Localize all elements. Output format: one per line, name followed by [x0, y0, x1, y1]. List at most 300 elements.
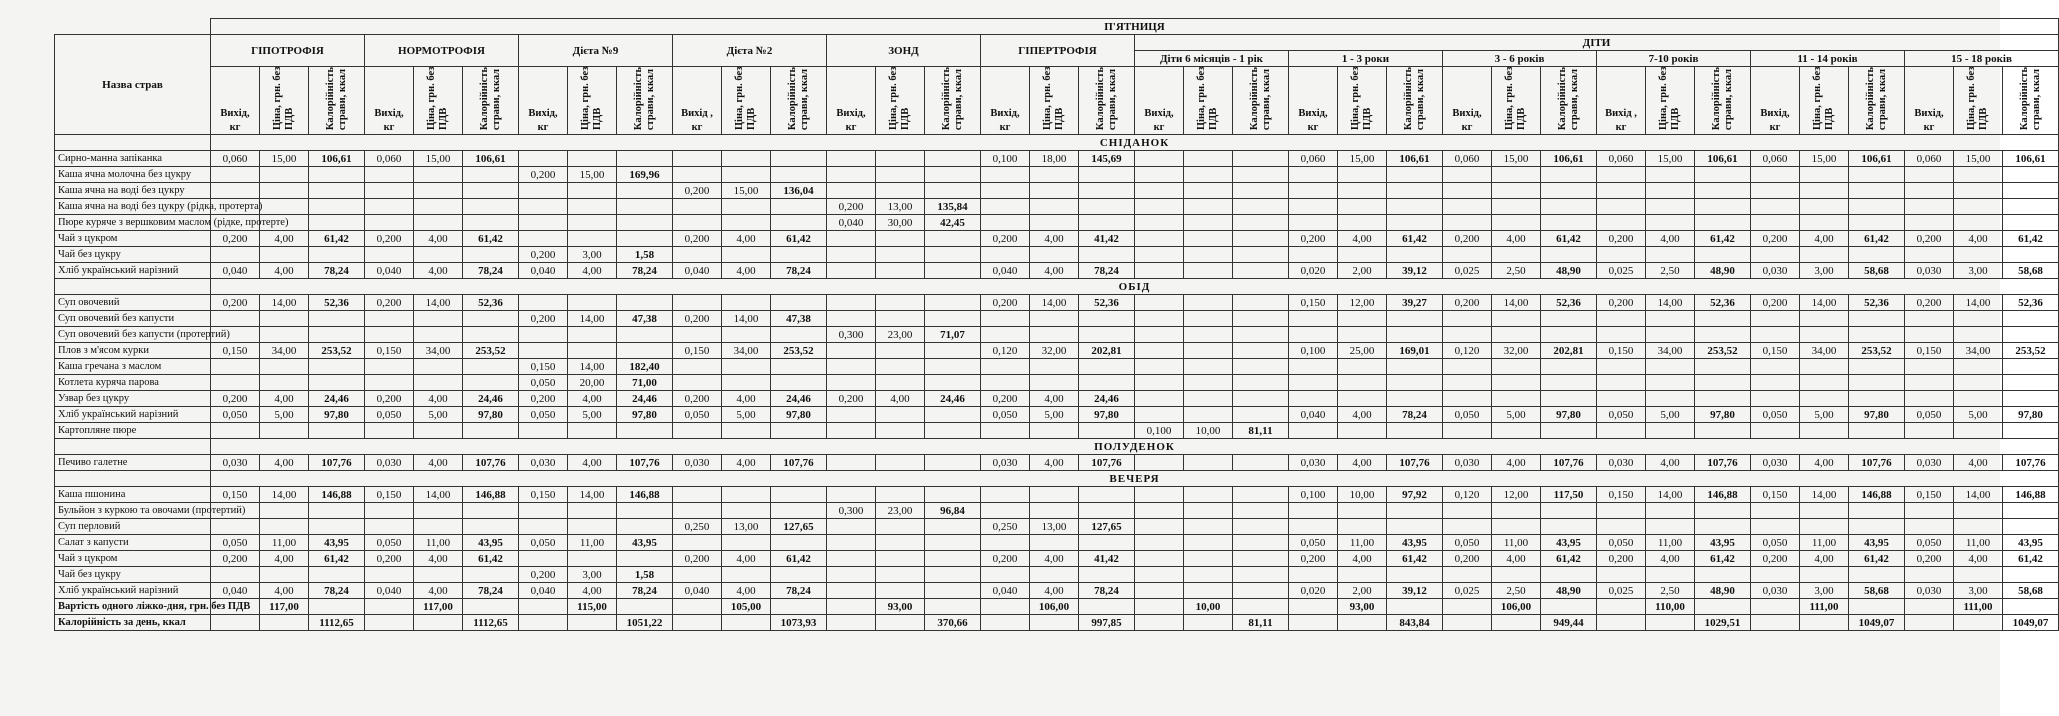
- value-cell: [568, 551, 617, 567]
- value-cell: [771, 535, 827, 551]
- value-cell: 107,76: [1079, 455, 1135, 471]
- value-cell: [414, 215, 463, 231]
- value-cell: [1849, 375, 1905, 391]
- value-cell: [1443, 183, 1492, 199]
- value-cell: 97,80: [617, 407, 673, 423]
- value-cell: 78,24: [463, 263, 519, 279]
- value-cell: 78,24: [1079, 583, 1135, 599]
- value-cell: 78,24: [617, 583, 673, 599]
- value-cell: [1597, 567, 1646, 583]
- dish-row: [55, 375, 2059, 391]
- value-cell: 97,80: [1541, 407, 1597, 423]
- value-cell: [1954, 503, 2003, 519]
- value-cell: [1233, 247, 1289, 263]
- value-cell: 52,36: [1079, 295, 1135, 311]
- value-cell: 0,200: [365, 551, 414, 567]
- age-group-header: 3 - 6 років: [1443, 51, 1597, 67]
- value-cell: 146,88: [1849, 487, 1905, 503]
- value-cell: [1135, 151, 1184, 167]
- value-cell: [1849, 327, 1905, 343]
- yield-header: Вихід, кг: [1135, 67, 1184, 135]
- value-cell: 32,00: [1030, 343, 1079, 359]
- calories-header: Калорійність страви, ккал: [1695, 67, 1751, 135]
- value-cell: [365, 247, 414, 263]
- value-cell: 0,025: [1443, 263, 1492, 279]
- value-cell: [673, 151, 722, 167]
- value-cell: [519, 295, 568, 311]
- calories-total: 1029,51: [1695, 615, 1751, 631]
- value-cell: [568, 327, 617, 343]
- value-cell: [1233, 487, 1289, 503]
- value-cell: 0,200: [519, 247, 568, 263]
- value-cell: 0,040: [981, 583, 1030, 599]
- value-cell: [1289, 247, 1338, 263]
- value-cell: [414, 375, 463, 391]
- value-cell: [1443, 519, 1492, 535]
- value-cell: [1541, 567, 1597, 583]
- value-cell: [463, 167, 519, 183]
- value-cell: [925, 343, 981, 359]
- value-cell: 34,00: [260, 343, 309, 359]
- value-cell: [1135, 215, 1184, 231]
- value-cell: 0,200: [1905, 295, 1954, 311]
- value-cell: 0,200: [1597, 231, 1646, 247]
- meal-title: ПОЛУДЕНОК: [211, 439, 2059, 455]
- value-cell: [260, 519, 309, 535]
- value-cell: [1751, 519, 1800, 535]
- calories-header: Калорійність страви, ккал: [2003, 67, 2059, 135]
- value-cell: 3,00: [1800, 263, 1849, 279]
- value-cell: 32,00: [1492, 343, 1541, 359]
- cost-value: 106,00: [1030, 599, 1079, 615]
- value-cell: [1954, 247, 2003, 263]
- value-cell: [722, 375, 771, 391]
- value-cell: 0,200: [211, 551, 260, 567]
- value-cell: [1751, 215, 1800, 231]
- value-cell: 52,36: [1849, 295, 1905, 311]
- value-cell: 14,00: [1800, 295, 1849, 311]
- value-cell: 24,46: [771, 391, 827, 407]
- value-cell: 0,060: [211, 151, 260, 167]
- value-cell: [1443, 391, 1492, 407]
- value-cell: 0,150: [1597, 343, 1646, 359]
- value-cell: [1233, 311, 1289, 327]
- meal-title: ВЕЧЕРЯ: [211, 471, 2059, 487]
- value-cell: 61,42: [463, 231, 519, 247]
- group-header: НОРМОТРОФІЯ: [365, 35, 519, 67]
- dish-name: Суп овочевий: [55, 295, 211, 311]
- value-cell: 4,00: [1030, 583, 1079, 599]
- value-cell: 20,00: [568, 375, 617, 391]
- value-cell: [1030, 199, 1079, 215]
- value-cell: 0,050: [1905, 407, 1954, 423]
- value-cell: [981, 375, 1030, 391]
- value-cell: [1387, 215, 1443, 231]
- value-cell: 0,120: [1443, 343, 1492, 359]
- value-cell: [1387, 423, 1443, 439]
- value-cell: [827, 487, 876, 503]
- value-cell: [1233, 391, 1289, 407]
- value-cell: [1387, 183, 1443, 199]
- value-cell: [1541, 327, 1597, 343]
- value-cell: 43,95: [309, 535, 365, 551]
- value-cell: 48,90: [1695, 263, 1751, 279]
- value-cell: [1135, 327, 1184, 343]
- value-cell: [876, 343, 925, 359]
- value-cell: [1079, 247, 1135, 263]
- age-group-header: Діти 6 місяців - 1 рік: [1135, 51, 1289, 67]
- value-cell: [463, 423, 519, 439]
- value-cell: [617, 519, 673, 535]
- value-cell: [309, 503, 365, 519]
- value-cell: 0,040: [673, 263, 722, 279]
- value-cell: [1338, 167, 1387, 183]
- value-cell: [1135, 295, 1184, 311]
- dish-name: Плов з м'ясом курки: [55, 343, 211, 359]
- value-cell: [1184, 375, 1233, 391]
- value-cell: [722, 151, 771, 167]
- value-cell: [309, 375, 365, 391]
- value-cell: 0,150: [365, 343, 414, 359]
- value-cell: 0,020: [1289, 583, 1338, 599]
- value-cell: 4,00: [568, 583, 617, 599]
- value-cell: 117,50: [1541, 487, 1597, 503]
- value-cell: [2003, 327, 2059, 343]
- value-cell: [925, 263, 981, 279]
- value-cell: 253,52: [771, 343, 827, 359]
- value-cell: [1905, 183, 1954, 199]
- value-cell: 0,040: [211, 583, 260, 599]
- value-cell: [1695, 167, 1751, 183]
- value-cell: [414, 327, 463, 343]
- dish-name: Суп овочевий без капусти: [55, 311, 211, 327]
- value-cell: [673, 487, 722, 503]
- value-cell: [722, 359, 771, 375]
- cost-value: 117,00: [260, 599, 309, 615]
- value-cell: 0,030: [1905, 583, 1954, 599]
- value-cell: 107,76: [617, 455, 673, 471]
- value-cell: [673, 535, 722, 551]
- value-cell: 42,45: [925, 215, 981, 231]
- value-cell: 0,050: [519, 375, 568, 391]
- value-cell: 4,00: [1646, 231, 1695, 247]
- value-cell: [1541, 247, 1597, 263]
- value-cell: [1541, 311, 1597, 327]
- value-cell: 0,150: [1597, 487, 1646, 503]
- yield-header: Вихід, кг: [1751, 67, 1800, 135]
- value-cell: [260, 503, 309, 519]
- value-cell: [1135, 455, 1184, 471]
- value-cell: [309, 519, 365, 535]
- value-cell: 24,46: [617, 391, 673, 407]
- value-cell: 182,40: [617, 359, 673, 375]
- value-cell: 5,00: [1954, 407, 2003, 423]
- value-cell: 43,95: [617, 535, 673, 551]
- value-cell: [1135, 551, 1184, 567]
- value-cell: 4,00: [722, 583, 771, 599]
- value-cell: 0,150: [519, 359, 568, 375]
- age-group-header: 7-10 років: [1597, 51, 1751, 67]
- value-cell: 0,300: [827, 503, 876, 519]
- value-cell: 107,76: [309, 455, 365, 471]
- value-cell: 145,69: [1079, 151, 1135, 167]
- value-cell: [1135, 407, 1184, 423]
- value-cell: [2003, 247, 2059, 263]
- value-cell: [1387, 359, 1443, 375]
- value-cell: 34,00: [414, 343, 463, 359]
- value-cell: 0,200: [1751, 551, 1800, 567]
- value-cell: [1079, 487, 1135, 503]
- value-cell: [1338, 359, 1387, 375]
- value-cell: 0,030: [1905, 455, 1954, 471]
- price-header: Ціна, грн. без ПДВ: [1800, 67, 1849, 135]
- value-cell: 61,42: [463, 551, 519, 567]
- calories-total: 843,84: [1387, 615, 1443, 631]
- value-cell: [876, 295, 925, 311]
- dish-row: [55, 199, 2059, 215]
- value-cell: 14,00: [260, 487, 309, 503]
- value-cell: [1079, 535, 1135, 551]
- value-cell: 0,150: [1751, 487, 1800, 503]
- calories-total: 1073,93: [771, 615, 827, 631]
- value-cell: 0,200: [673, 391, 722, 407]
- value-cell: [1646, 247, 1695, 263]
- value-cell: [1184, 247, 1233, 263]
- value-cell: [1135, 199, 1184, 215]
- value-cell: 146,88: [1695, 487, 1751, 503]
- value-cell: 4,00: [1800, 551, 1849, 567]
- value-cell: [463, 183, 519, 199]
- value-cell: [1541, 375, 1597, 391]
- value-cell: 4,00: [1338, 407, 1387, 423]
- value-cell: [827, 535, 876, 551]
- value-cell: [1289, 167, 1338, 183]
- value-cell: [1338, 503, 1387, 519]
- value-cell: 4,00: [260, 583, 309, 599]
- yield-header: Вихід , кг: [673, 67, 722, 135]
- value-cell: 0,100: [1289, 343, 1338, 359]
- value-cell: [1387, 327, 1443, 343]
- value-cell: [771, 567, 827, 583]
- value-cell: [1079, 311, 1135, 327]
- meal-row: [55, 135, 2059, 151]
- day-title: П'ЯТНИЦЯ: [211, 19, 2059, 35]
- value-cell: 4,00: [1954, 231, 2003, 247]
- value-cell: [1338, 183, 1387, 199]
- value-cell: 0,060: [365, 151, 414, 167]
- value-cell: [1597, 215, 1646, 231]
- value-cell: 78,24: [309, 583, 365, 599]
- meal-row: [55, 471, 2059, 487]
- value-cell: [1646, 183, 1695, 199]
- dish-row: [55, 231, 2059, 247]
- value-cell: [925, 247, 981, 263]
- value-cell: 0,150: [1289, 295, 1338, 311]
- value-cell: [463, 247, 519, 263]
- value-cell: 0,025: [1443, 583, 1492, 599]
- value-cell: 61,42: [1695, 231, 1751, 247]
- dish-name: Каша пшонина: [55, 487, 211, 503]
- dish-name: Сирно-манна запіканка: [55, 151, 211, 167]
- price-header: Ціна, грн. без ПДВ: [1030, 67, 1079, 135]
- value-cell: 4,00: [1492, 455, 1541, 471]
- value-cell: [1079, 183, 1135, 199]
- value-cell: [1800, 311, 1849, 327]
- value-cell: [1849, 311, 1905, 327]
- value-cell: [1387, 391, 1443, 407]
- value-cell: [1492, 199, 1541, 215]
- value-cell: 0,040: [519, 263, 568, 279]
- value-cell: [1184, 583, 1233, 599]
- value-cell: [260, 359, 309, 375]
- calories-total: 1051,22: [617, 615, 673, 631]
- value-cell: [414, 359, 463, 375]
- dish-name: Суп овочевий без капусти (протертий): [55, 327, 211, 343]
- value-cell: [309, 247, 365, 263]
- dish-name: Суп перловий: [55, 519, 211, 535]
- value-cell: 0,030: [519, 455, 568, 471]
- cost-value: 111,00: [1954, 599, 2003, 615]
- value-cell: 47,38: [771, 311, 827, 327]
- value-cell: [365, 519, 414, 535]
- value-cell: 253,52: [2003, 343, 2059, 359]
- dish-name: Картопляне пюре: [55, 423, 211, 439]
- value-cell: [1289, 215, 1338, 231]
- value-cell: 0,050: [365, 407, 414, 423]
- value-cell: 4,00: [1030, 551, 1079, 567]
- value-cell: [211, 167, 260, 183]
- value-cell: [2003, 375, 2059, 391]
- value-cell: 4,00: [414, 263, 463, 279]
- yield-header: Вихід, кг: [1289, 67, 1338, 135]
- value-cell: [2003, 199, 2059, 215]
- meal-row: [55, 279, 2059, 295]
- value-cell: [827, 183, 876, 199]
- value-cell: [981, 247, 1030, 263]
- value-cell: [1387, 503, 1443, 519]
- value-cell: [981, 311, 1030, 327]
- value-cell: [925, 295, 981, 311]
- yield-header: Вихід, кг: [211, 67, 260, 135]
- value-cell: [827, 247, 876, 263]
- value-cell: [771, 423, 827, 439]
- value-cell: [1849, 247, 1905, 263]
- value-cell: [2003, 311, 2059, 327]
- value-cell: [1079, 167, 1135, 183]
- dish-name: Бульйон з куркою та овочами (протертий): [55, 503, 211, 519]
- value-cell: [211, 247, 260, 263]
- dish-row: [55, 183, 2059, 199]
- dish-row: [55, 167, 2059, 183]
- value-cell: 11,00: [260, 535, 309, 551]
- value-cell: [1338, 311, 1387, 327]
- value-cell: 0,040: [519, 583, 568, 599]
- value-cell: 39,27: [1387, 295, 1443, 311]
- value-cell: [568, 183, 617, 199]
- value-cell: [1954, 375, 2003, 391]
- calories-total: 1049,07: [1849, 615, 1905, 631]
- value-cell: 2,50: [1646, 583, 1695, 599]
- value-cell: [1030, 247, 1079, 263]
- value-cell: [1492, 359, 1541, 375]
- value-cell: 0,200: [827, 199, 876, 215]
- value-cell: 97,92: [1387, 487, 1443, 503]
- value-cell: [568, 151, 617, 167]
- value-cell: [1030, 487, 1079, 503]
- dish-name: Чай з цукром: [55, 231, 211, 247]
- value-cell: 97,80: [1079, 407, 1135, 423]
- calories-total: 1112,65: [309, 615, 365, 631]
- value-cell: 0,150: [211, 487, 260, 503]
- cost-value: 105,00: [722, 599, 771, 615]
- value-cell: [309, 183, 365, 199]
- value-cell: [568, 519, 617, 535]
- value-cell: 0,120: [981, 343, 1030, 359]
- value-cell: [1695, 183, 1751, 199]
- value-cell: 97,80: [463, 407, 519, 423]
- price-header: Ціна, грн. без ПДВ: [1184, 67, 1233, 135]
- value-cell: [925, 407, 981, 423]
- value-cell: [1184, 311, 1233, 327]
- value-cell: 39,12: [1387, 583, 1443, 599]
- value-cell: 43,95: [1695, 535, 1751, 551]
- dish-name: Хліб український нарізний: [55, 263, 211, 279]
- calories-total: 1049,07: [2003, 615, 2059, 631]
- value-cell: [1030, 375, 1079, 391]
- value-cell: 0,040: [365, 263, 414, 279]
- value-cell: [1233, 551, 1289, 567]
- value-cell: [1184, 407, 1233, 423]
- value-cell: [1492, 503, 1541, 519]
- value-cell: [673, 503, 722, 519]
- value-cell: [876, 519, 925, 535]
- value-cell: [1233, 327, 1289, 343]
- dish-row: [55, 583, 2059, 599]
- value-cell: [1800, 503, 1849, 519]
- value-cell: 2,50: [1646, 263, 1695, 279]
- value-cell: [1800, 167, 1849, 183]
- dish-row: [55, 343, 2059, 359]
- value-cell: [876, 247, 925, 263]
- value-cell: [1849, 215, 1905, 231]
- value-cell: 146,88: [309, 487, 365, 503]
- value-cell: [568, 343, 617, 359]
- value-cell: 71,07: [925, 327, 981, 343]
- value-cell: 11,00: [1954, 535, 2003, 551]
- dish-row: [55, 247, 2059, 263]
- value-cell: [722, 215, 771, 231]
- value-cell: 107,76: [1695, 455, 1751, 471]
- value-cell: [1849, 503, 1905, 519]
- value-cell: [1954, 359, 2003, 375]
- value-cell: 0,150: [1751, 343, 1800, 359]
- value-cell: 61,42: [309, 231, 365, 247]
- value-cell: 4,00: [1800, 231, 1849, 247]
- value-cell: [1030, 327, 1079, 343]
- value-cell: 4,00: [1338, 231, 1387, 247]
- value-cell: [1135, 343, 1184, 359]
- value-cell: [876, 167, 925, 183]
- dish-row: [55, 567, 2059, 583]
- value-cell: [1597, 423, 1646, 439]
- value-cell: 0,030: [1289, 455, 1338, 471]
- value-cell: [519, 151, 568, 167]
- value-cell: 3,00: [1800, 583, 1849, 599]
- value-cell: 2,50: [1492, 263, 1541, 279]
- value-cell: 4,00: [1646, 551, 1695, 567]
- group-header: Дієта №2: [673, 35, 827, 67]
- value-cell: [876, 375, 925, 391]
